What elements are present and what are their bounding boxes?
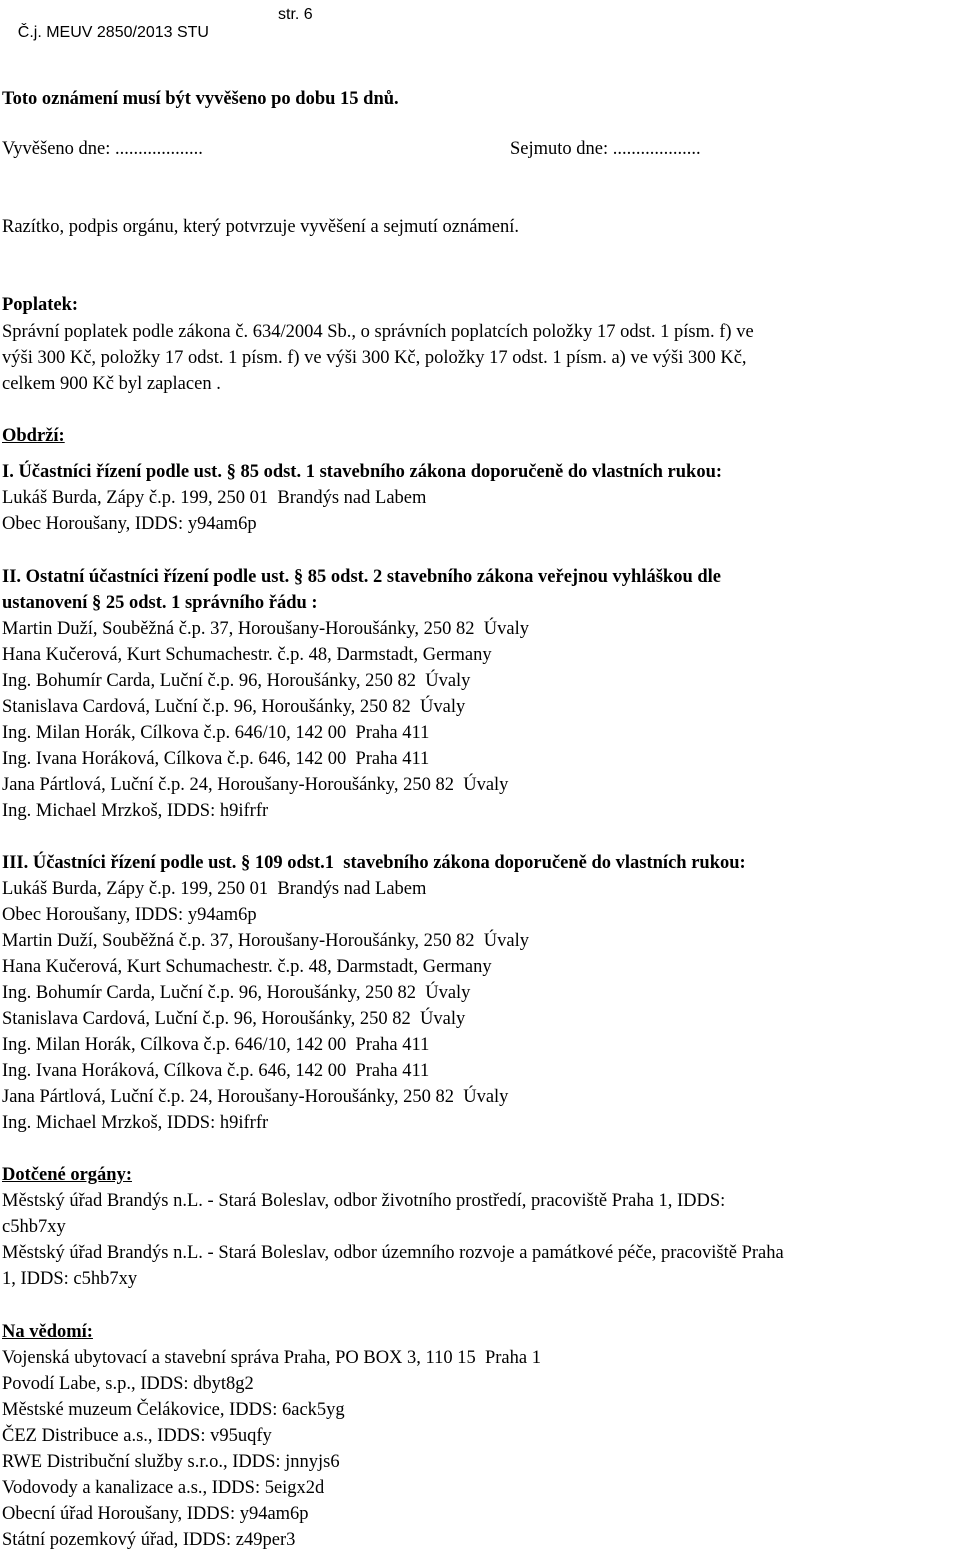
notified-line: Vodovody a kanalizace a.s., IDDS: 5eigx2d (2, 1478, 325, 1498)
removed-date-field: Sejmuto dne: ................... (510, 139, 701, 159)
recipient-line: Stanislava Cardová, Luční č.p. 96, Horoušánky, 250 82 Úvaly (2, 1009, 466, 1029)
group-1-heading: I. Účastníci řízení podle ust. § 85 odst. 1 stavebního zákona doporučeně do vlastních rukou: (2, 462, 723, 482)
group-3-heading: III. Účastníci řízení podle ust. § 109 odst.1 stavebního zákona doporučeně do vlastních rukou: (2, 853, 746, 873)
recipient-line: Hana Kučerová, Kurt Schumachestr. č.p. 48, Darmstadt, Germany (2, 645, 492, 665)
notified-line: Vojenská ubytovací a stavební správa Praha, PO BOX 3, 110 15 Praha 1 (2, 1348, 541, 1368)
notified-line: Městské muzeum Čelákovice, IDDS: 6ack5yg (2, 1400, 345, 1420)
page-header (0, 6, 313, 78)
authority-line: Městský úřad Brandýs n.L. - Stará Boleslav, odbor územního rozvoje a památkové péče, pracoviště Praha (2, 1243, 784, 1263)
recipient-line: Ing. Michael Mrzkoš, IDDS: h9ifrfr (2, 801, 269, 821)
recipients-heading: Obdrží: (2, 426, 65, 446)
authorities-heading: Dotčené orgány: (2, 1165, 132, 1185)
authority-line: c5hb7xy (2, 1217, 66, 1237)
notified-line: RWE Distribuční služby s.r.o., IDDS: jnnyjs6 (2, 1452, 340, 1472)
notified-line: Státní pozemkový úřad, IDDS: z49per3 (2, 1530, 296, 1550)
recipient-line: Jana Pártlová, Luční č.p. 24, Horoušany-Horoušánky, 250 82 Úvaly (2, 1087, 509, 1107)
group-2-heading-cont: ustanovení § 25 odst. 1 správního řádu : (2, 593, 318, 613)
recipient-line: Martin Duží, Souběžná č.p. 37, Horoušany-Horoušánky, 250 82 Úvaly (2, 619, 529, 639)
recipient-line: Ing. Milan Horák, Cílkova č.p. 646/10, 142 00 Praha 411 (2, 1035, 430, 1055)
group-2-heading: II. Ostatní účastníci řízení podle ust. § 85 odst. 2 stavebního zákona veřejnou vyhláškou dle (2, 567, 722, 587)
recipient-line: Ing. Milan Horák, Cílkova č.p. 646/10, 142 00 Praha 411 (2, 723, 430, 743)
recipient-line: Ing. Ivana Horáková, Cílkova č.p. 646, 142 00 Praha 411 (2, 749, 430, 769)
notified-line: ČEZ Distribuce a.s., IDDS: v95uqfy (2, 1426, 272, 1446)
authority-line: 1, IDDS: c5hb7xy (2, 1269, 138, 1289)
recipient-line: Stanislava Cardová, Luční č.p. 96, Horoušánky, 250 82 Úvaly (2, 697, 466, 717)
recipient-line: Martin Duží, Souběžná č.p. 37, Horoušany-Horoušánky, 250 82 Úvaly (2, 931, 529, 951)
stamp-note: Razítko, podpis orgánu, který potvrzuje vyvěšení a sejmutí oznámení. (2, 217, 520, 237)
recipient-line: Ing. Bohumír Carda, Luční č.p. 96, Horoušánky, 250 82 Úvaly (2, 983, 471, 1003)
reference-number: Č.j. MEUV 2850/2013 STU (17, 24, 209, 41)
authority-line: Městský úřad Brandýs n.L. - Stará Boleslav, odbor životního prostředí, pracoviště Praha 1, IDDS: (2, 1191, 726, 1211)
notified-heading: Na vědomí: (2, 1322, 93, 1342)
recipient-line: Lukáš Burda, Zápy č.p. 199, 250 01 Brandýs nad Labem (2, 879, 427, 899)
recipient-line: Obec Horoušany, IDDS: y94am6p (2, 514, 257, 534)
page-number: str. 6 (278, 6, 313, 23)
fee-line: Správní poplatek podle zákona č. 634/2004 Sb., o správních poplatcích položky 17 odst. 1 písm. f) ve (2, 322, 754, 342)
recipient-line: Hana Kučerová, Kurt Schumachestr. č.p. 48, Darmstadt, Germany (2, 957, 492, 977)
fee-heading: Poplatek: (2, 295, 79, 315)
recipient-line: Ing. Ivana Horáková, Cílkova č.p. 646, 142 00 Praha 411 (2, 1061, 430, 1081)
posted-date-field: Vyvěšeno dne: ................... (2, 139, 203, 159)
fee-line: výši 300 Kč, položky 17 odst. 1 písm. f) ve výši 300 Kč, položky 17 odst. 1 písm. a) ve výši 300 Kč, (2, 348, 747, 368)
recipient-line: Obec Horoušany, IDDS: y94am6p (2, 905, 257, 925)
recipient-line: Ing. Bohumír Carda, Luční č.p. 96, Horoušánky, 250 82 Úvaly (2, 671, 471, 691)
notified-line: Obecní úřad Horoušany, IDDS: y94am6p (2, 1504, 309, 1524)
posting-notice: Toto oznámení musí být vyvěšeno po dobu 15 dnů. (2, 89, 399, 109)
recipient-line: Ing. Michael Mrzkoš, IDDS: h9ifrfr (2, 1113, 269, 1133)
notified-line: Povodí Labe, s.p., IDDS: dbyt8g2 (2, 1374, 254, 1394)
recipient-line: Lukáš Burda, Zápy č.p. 199, 250 01 Brandýs nad Labem (2, 488, 427, 508)
recipient-line: Jana Pártlová, Luční č.p. 24, Horoušany-Horoušánky, 250 82 Úvaly (2, 775, 509, 795)
fee-line: celkem 900 Kč byl zaplacen . (2, 374, 221, 394)
